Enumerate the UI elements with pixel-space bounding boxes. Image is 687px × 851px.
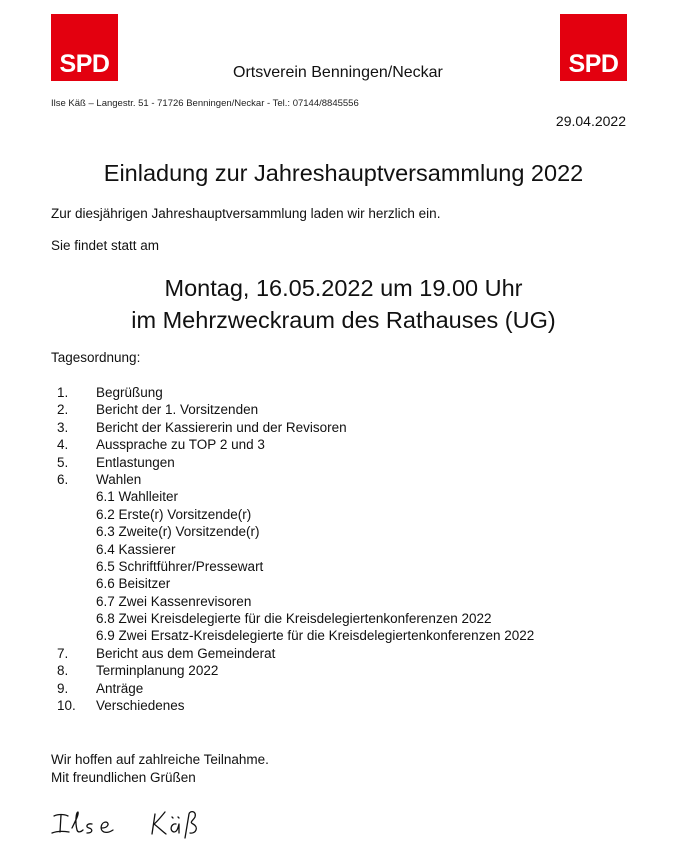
agenda-heading: Tagesordnung: <box>51 350 141 365</box>
agenda-item-text: Bericht der 1. Vorsitzenden <box>96 402 259 418</box>
handwritten-signature <box>48 800 228 848</box>
agenda-subitem-text: 6.4 Kassierer <box>96 541 176 557</box>
agenda-subitem <box>51 575 534 592</box>
agenda-subitem <box>51 488 534 505</box>
org-name: Ortsverein Benningen/Neckar <box>233 64 443 81</box>
letter-title: Einladung zur Jahreshauptversammlung 2022 <box>103 160 584 186</box>
agenda-item <box>51 384 534 401</box>
agenda-subitem <box>51 593 534 610</box>
agenda-item-text: Verschiedenes <box>96 698 185 714</box>
agenda-subitem-text: 6.8 Zwei Kreisdelegierte für die Kreisdelegiertenkonferenzen 2022 <box>96 611 492 627</box>
agenda-item-number: 4. <box>57 437 69 453</box>
agenda-item <box>51 471 534 488</box>
agenda-item-text: Wahlen <box>96 471 142 487</box>
agenda-subitem-text: 6.7 Zwei Kassenrevisoren <box>96 593 252 609</box>
agenda-item-number: 10. <box>57 698 76 714</box>
agenda-item-number: 7. <box>57 645 69 661</box>
agenda-subitem-text: 6.6 Beisitzer <box>96 576 171 592</box>
agenda-item-text: Anträge <box>96 680 144 696</box>
agenda-item <box>51 401 534 418</box>
agenda-item-number: 6. <box>57 471 69 487</box>
agenda-item <box>51 697 534 714</box>
agenda-item <box>51 680 534 697</box>
agenda-item-number: 2. <box>57 402 69 418</box>
agenda-item-text: Bericht aus dem Gemeinderat <box>96 645 276 661</box>
agenda-subitem <box>51 627 534 644</box>
spd-logo-left <box>51 14 118 81</box>
spd-logo-right <box>560 14 627 81</box>
agenda-item-number: 1. <box>57 385 69 400</box>
agenda-item-number: 5. <box>57 454 69 470</box>
agenda-subitem-text: 6.9 Zwei Ersatz-Kreisdelegierte für die Kreisdelegiertenkonferenzen 2022 <box>96 628 535 644</box>
spd-logo-text: SPD <box>59 50 110 78</box>
agenda-subitem <box>51 506 534 523</box>
event-place: im Mehrzweckraum des Rathauses (UG) <box>131 307 556 333</box>
agenda-subitem-text: 6.5 Schriftführer/Pressewart <box>96 558 264 574</box>
agenda-item <box>51 454 534 471</box>
agenda-item-text: Entlastungen <box>96 454 175 470</box>
agenda-item-number: 3. <box>57 419 69 435</box>
agenda-item-text: Bericht der Kassiererin und der Revisoren <box>96 419 347 435</box>
agenda-subitem-text: 6.1 Wahlleiter <box>96 489 179 505</box>
agenda-subitem <box>51 558 534 575</box>
agenda-item-number: 9. <box>57 680 69 696</box>
agenda-item-text: Terminplanung 2022 <box>96 663 219 679</box>
intro-text: Zur diesjährigen Jahreshauptversammlung laden wir herzlich ein. <box>51 206 441 221</box>
agenda-item-text: Begrüßung <box>96 385 163 400</box>
closing-line-2: Mit freundlichen Grüßen <box>51 770 196 785</box>
agenda-item <box>51 645 534 662</box>
spd-logo-text: SPD <box>568 50 619 78</box>
closing-line-1: Wir hoffen auf zahlreiche Teilnahme. <box>51 752 269 767</box>
agenda-subitem <box>51 523 534 540</box>
agenda-subitem <box>51 610 534 627</box>
agenda-subitem <box>51 541 534 558</box>
event-date: Montag, 16.05.2022 um 19.00 Uhr <box>164 275 523 301</box>
agenda-subitem-text: 6.3 Zweite(r) Vorsitzende(r) <box>96 524 260 540</box>
sender-address: Ilse Käß – Langestr. 51 - 71726 Benningen/Neckar - Tel.: 07144/8845556 <box>51 98 359 109</box>
agenda-subitem-text: 6.2 Erste(r) Vorsitzende(r) <box>96 506 252 522</box>
agenda-item-text: Aussprache zu TOP 2 und 3 <box>96 437 265 453</box>
agenda-list <box>51 384 534 714</box>
letter-date: 29.04.2022 <box>555 113 626 129</box>
agenda-item-number: 8. <box>57 663 69 679</box>
agenda-item <box>51 662 534 679</box>
agenda-item <box>51 419 534 436</box>
intro-text-2: Sie findet statt am <box>51 238 160 253</box>
agenda-item <box>51 436 534 453</box>
